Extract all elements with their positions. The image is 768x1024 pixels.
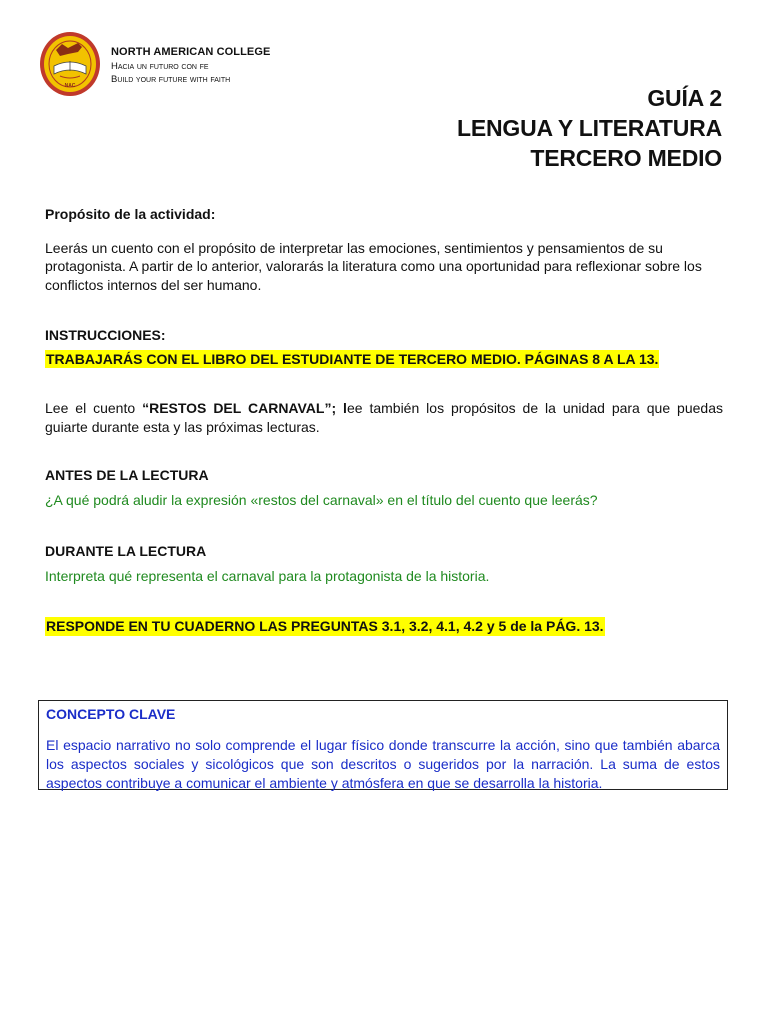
motto-english: Build your future with faith xyxy=(111,74,231,85)
document-title xyxy=(457,83,722,173)
instructions-heading: INSTRUCCIONES: xyxy=(45,327,166,343)
main-content xyxy=(45,205,723,636)
reading-suffix: ee también los propósitos de la unidad para que puedas guiarte durante esta y las próximas lecturas. xyxy=(45,400,723,435)
college-info xyxy=(111,45,270,86)
motto-spanish: Hacia un futuro con fe xyxy=(111,61,209,72)
title-guide-number: GUÍA 2 xyxy=(647,85,722,111)
before-reading-question: ¿A qué podrá aludir la expresión «restos del carnaval» en el título del cuento que leerás? xyxy=(45,491,598,508)
key-concept-heading: CONCEPTO CLAVE xyxy=(46,706,176,722)
logo-text: NAC xyxy=(64,83,76,89)
during-reading-heading: DURANTE LA LECTURA xyxy=(45,543,207,559)
college-logo xyxy=(38,30,102,114)
before-reading-heading: ANTES DE LA LECTURA xyxy=(45,467,209,483)
purpose-text: Leerás un cuento con el propósito de interpretar las emociones, sentimientos y pensamientos de su protagonista. A partir de lo anterior, valorarás la literatura como una oportunidad para reflexionar sobre los conflictos internos del ser humano. xyxy=(45,239,702,293)
key-concept-box xyxy=(38,700,728,790)
title-grade: TERCERO MEDIO xyxy=(530,145,722,171)
story-title: “RESTOS DEL CARNAVAL”; l xyxy=(142,400,347,416)
reading-instruction xyxy=(45,399,723,436)
respond-instruction: RESPONDE EN TU CUADERNO LAS PREGUNTAS 3.1, 3.2, 4.1, 4.2 y 5 de la PÁG. 13. xyxy=(46,618,604,634)
title-subject: LENGUA Y LITERATURA xyxy=(457,115,722,141)
during-reading-question: Interpreta qué representa el carnaval para la protagonista de la historia. xyxy=(45,567,490,584)
college-name: NORTH AMERICAN COLLEGE xyxy=(111,46,271,58)
reading-prefix: Lee el cuento xyxy=(45,400,143,416)
key-concept-text: El espacio narrativo no solo comprende el lugar físico donde transcurre la acción, sino que también abarca los aspectos sociales y sicológicos que son descritos o sugeridos por la narración. La suma de estos aspectos contribuye a comunicar el ambiente y atmósfera en que se desarrolla la historia. xyxy=(46,737,720,791)
instructions-highlight: TRABAJARÁS CON EL LIBRO DEL ESTUDIANTE DE TERCERO MEDIO. PÁGINAS 8 A LA 13. xyxy=(46,350,659,367)
purpose-heading: Propósito de la actividad: xyxy=(45,206,216,222)
